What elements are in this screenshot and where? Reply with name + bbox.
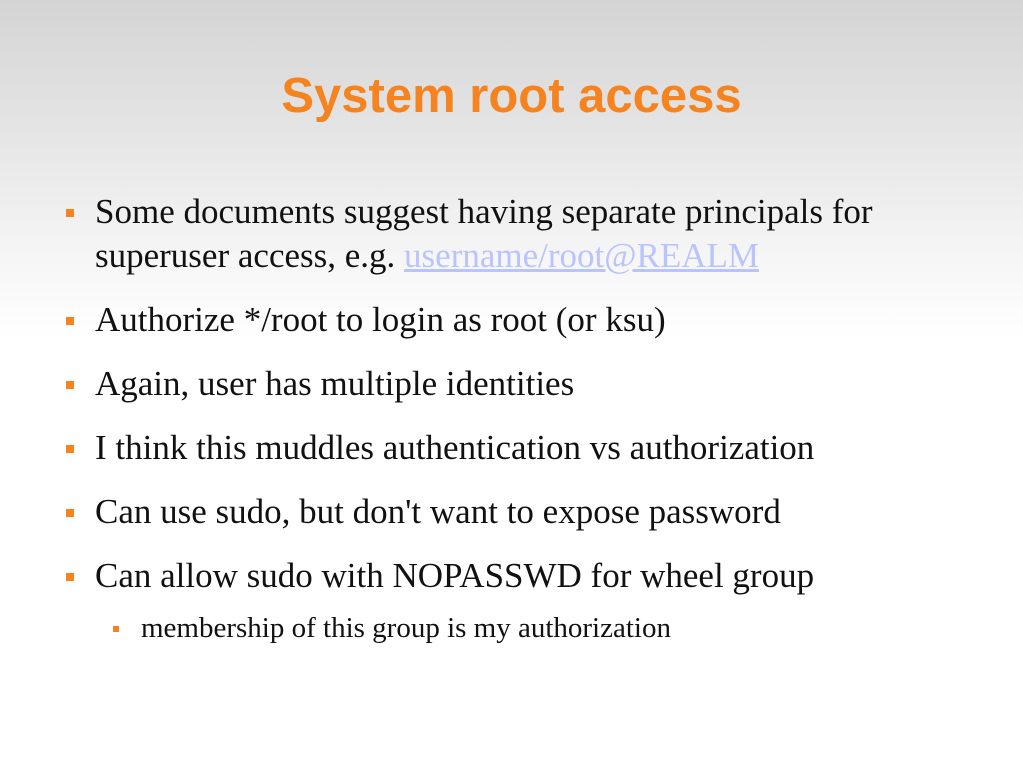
bullet-square-icon (66, 573, 74, 581)
sub-bullet-text: membership of this group is my authorization (141, 612, 671, 644)
bullet-square-icon (66, 445, 74, 453)
bullet-item (0, 362, 1023, 406)
sub-bullet-item (0, 610, 1023, 646)
bullet-item (0, 554, 1023, 598)
bullet-text: Can use sudo, but don't want to expose password (95, 492, 781, 531)
slide-title: System root access (281, 69, 742, 123)
bullet-text: Can allow sudo with NOPASSWD for wheel group (95, 556, 815, 595)
bullet-list (0, 190, 1023, 646)
bullet-text: I think this muddles authentication vs authorization (95, 428, 815, 467)
bullet-square-icon (66, 209, 74, 217)
bullet-text: Again, user has multiple identities (95, 364, 575, 403)
bullet-square-icon (66, 317, 74, 325)
sub-bullet-square-icon (113, 626, 119, 632)
bullet-item (0, 426, 1023, 470)
bullet-item (0, 190, 1023, 278)
bullet-text: Authorize */root to login as root (or ksu) (95, 300, 666, 339)
bullet-text: Some documents suggest having separate principals for superuser access, e.g. (95, 192, 873, 275)
bullet-square-icon (66, 509, 74, 517)
realm-link[interactable]: username/root@REALM (404, 236, 759, 275)
bullet-square-icon (66, 381, 74, 389)
bullet-item (0, 490, 1023, 534)
bullet-item (0, 298, 1023, 342)
